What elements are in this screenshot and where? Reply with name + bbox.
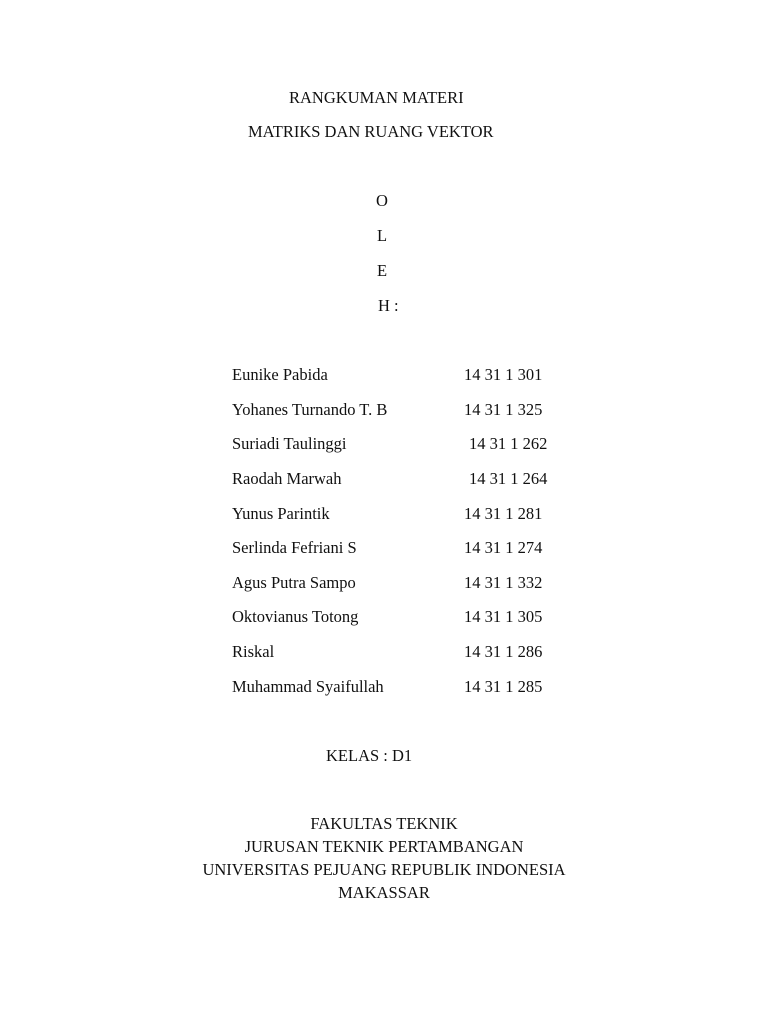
title-line-2: MATRIKS DAN RUANG VEKTOR bbox=[248, 122, 494, 141]
oleh-letter-l: L bbox=[377, 226, 388, 245]
member-nim: 14 31 1 305 bbox=[464, 607, 543, 626]
faculty-name: FAKULTAS TEKNIK bbox=[310, 814, 458, 833]
member-nim: 14 31 1 285 bbox=[464, 677, 543, 696]
member-nim: 14 31 1 281 bbox=[464, 504, 543, 523]
member-name: Eunike Pabida bbox=[232, 365, 328, 384]
member-nim: 14 31 1 262 bbox=[469, 434, 548, 453]
department-name: JURUSAN TEKNIK PERTAMBANGAN bbox=[244, 837, 524, 856]
member-name: Suriadi Taulinggi bbox=[232, 434, 347, 453]
class-label: KELAS : D1 bbox=[326, 746, 413, 765]
member-nim: 14 31 1 332 bbox=[464, 573, 543, 592]
member-name: Raodah Marwah bbox=[232, 469, 342, 488]
member-name: Agus Putra Sampo bbox=[232, 573, 356, 592]
member-name: Riskal bbox=[232, 642, 275, 661]
oleh-letter-h: H : bbox=[378, 296, 399, 315]
member-name: Muhammad Syaifullah bbox=[232, 677, 384, 696]
city-name: MAKASSAR bbox=[338, 883, 430, 902]
member-nim: 14 31 1 286 bbox=[464, 642, 543, 661]
university-name: UNIVERSITAS PEJUANG REPUBLIK INDONESIA bbox=[202, 860, 566, 879]
member-name: Serlinda Fefriani S bbox=[232, 538, 357, 557]
member-nim: 14 31 1 301 bbox=[464, 365, 543, 384]
member-name: Yohanes Turnando T. B bbox=[232, 400, 388, 419]
member-name: Oktovianus Totong bbox=[232, 607, 359, 626]
member-name: Yunus Parintik bbox=[232, 504, 330, 523]
oleh-letter-o: O bbox=[376, 191, 388, 210]
member-nim: 14 31 1 264 bbox=[469, 469, 548, 488]
member-nim: 14 31 1 274 bbox=[464, 538, 543, 557]
oleh-letter-e: E bbox=[377, 261, 388, 280]
member-nim: 14 31 1 325 bbox=[464, 400, 543, 419]
title-line-1: RANGKUMAN MATERI bbox=[289, 88, 464, 107]
